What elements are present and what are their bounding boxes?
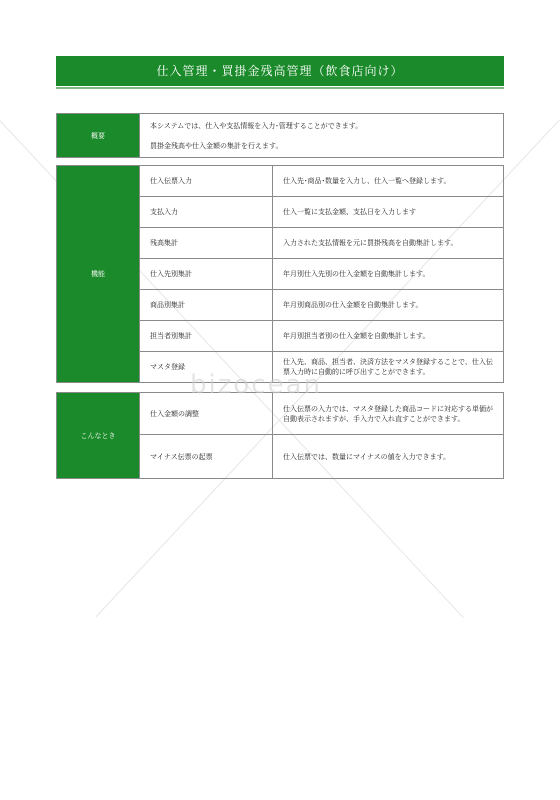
feature-desc: 年月別商品別の仕入金額を自動集計します。 [273, 290, 504, 321]
feature-name: 支払入力 [140, 197, 273, 228]
overview-body [140, 114, 504, 158]
feature-desc: 年月別担当者別の仕入金額を自動集計します。 [273, 321, 504, 352]
overview-table [56, 113, 504, 158]
feature-desc: 仕入先、商品、担当者、決済方法をマスタ登録することで、仕入伝票入力時に自動的に呼び出すことができます。 [273, 352, 504, 383]
title-underline [56, 87, 504, 89]
case-desc: 仕入伝票の入力では、マスタ登録した商品コードに対応する単価が自動表示されますが、手入力で入れ直すことができます。 [273, 393, 504, 435]
case-desc: 仕入伝票では、数量にマイナスの値を入力できます。 [273, 435, 504, 479]
case-name: 仕入金額の調整 [140, 393, 273, 435]
feature-name: 担当者別集計 [140, 321, 273, 352]
cases-table [56, 392, 504, 479]
feature-name: 仕入伝票入力 [140, 166, 273, 197]
feature-desc: 仕入一覧に支払金額、支払日を入力します [273, 197, 504, 228]
watermark-logo: bizocean [190, 370, 322, 400]
features-table [56, 165, 504, 383]
feature-desc: 仕入先･商品･数量を入力し、仕入一覧へ登録します。 [273, 166, 504, 197]
page-title: 仕入管理・買掛金残高管理（飲食店向け） [56, 56, 504, 86]
features-header: 機能 [57, 166, 140, 383]
overview-line: 本システムでは、仕入や支払情報を入力･管理することができます。 [150, 121, 363, 130]
feature-desc: 年月別仕入先別の仕入金額を自動集計します。 [273, 259, 504, 290]
feature-name: 商品別集計 [140, 290, 273, 321]
overview-header: 概要 [57, 114, 140, 158]
case-name: マイナス伝票の起票 [140, 435, 273, 479]
feature-name: 仕入先別集計 [140, 259, 273, 290]
cases-header: こんなとき [57, 393, 140, 479]
feature-desc: 入力された支払情報を元に買掛残高を自動集計します。 [273, 228, 504, 259]
feature-name: マスタ登録 [140, 352, 273, 383]
overview-line: 買掛金残高や仕入金額の集計を行えます。 [150, 141, 283, 150]
feature-name: 残高集計 [140, 228, 273, 259]
